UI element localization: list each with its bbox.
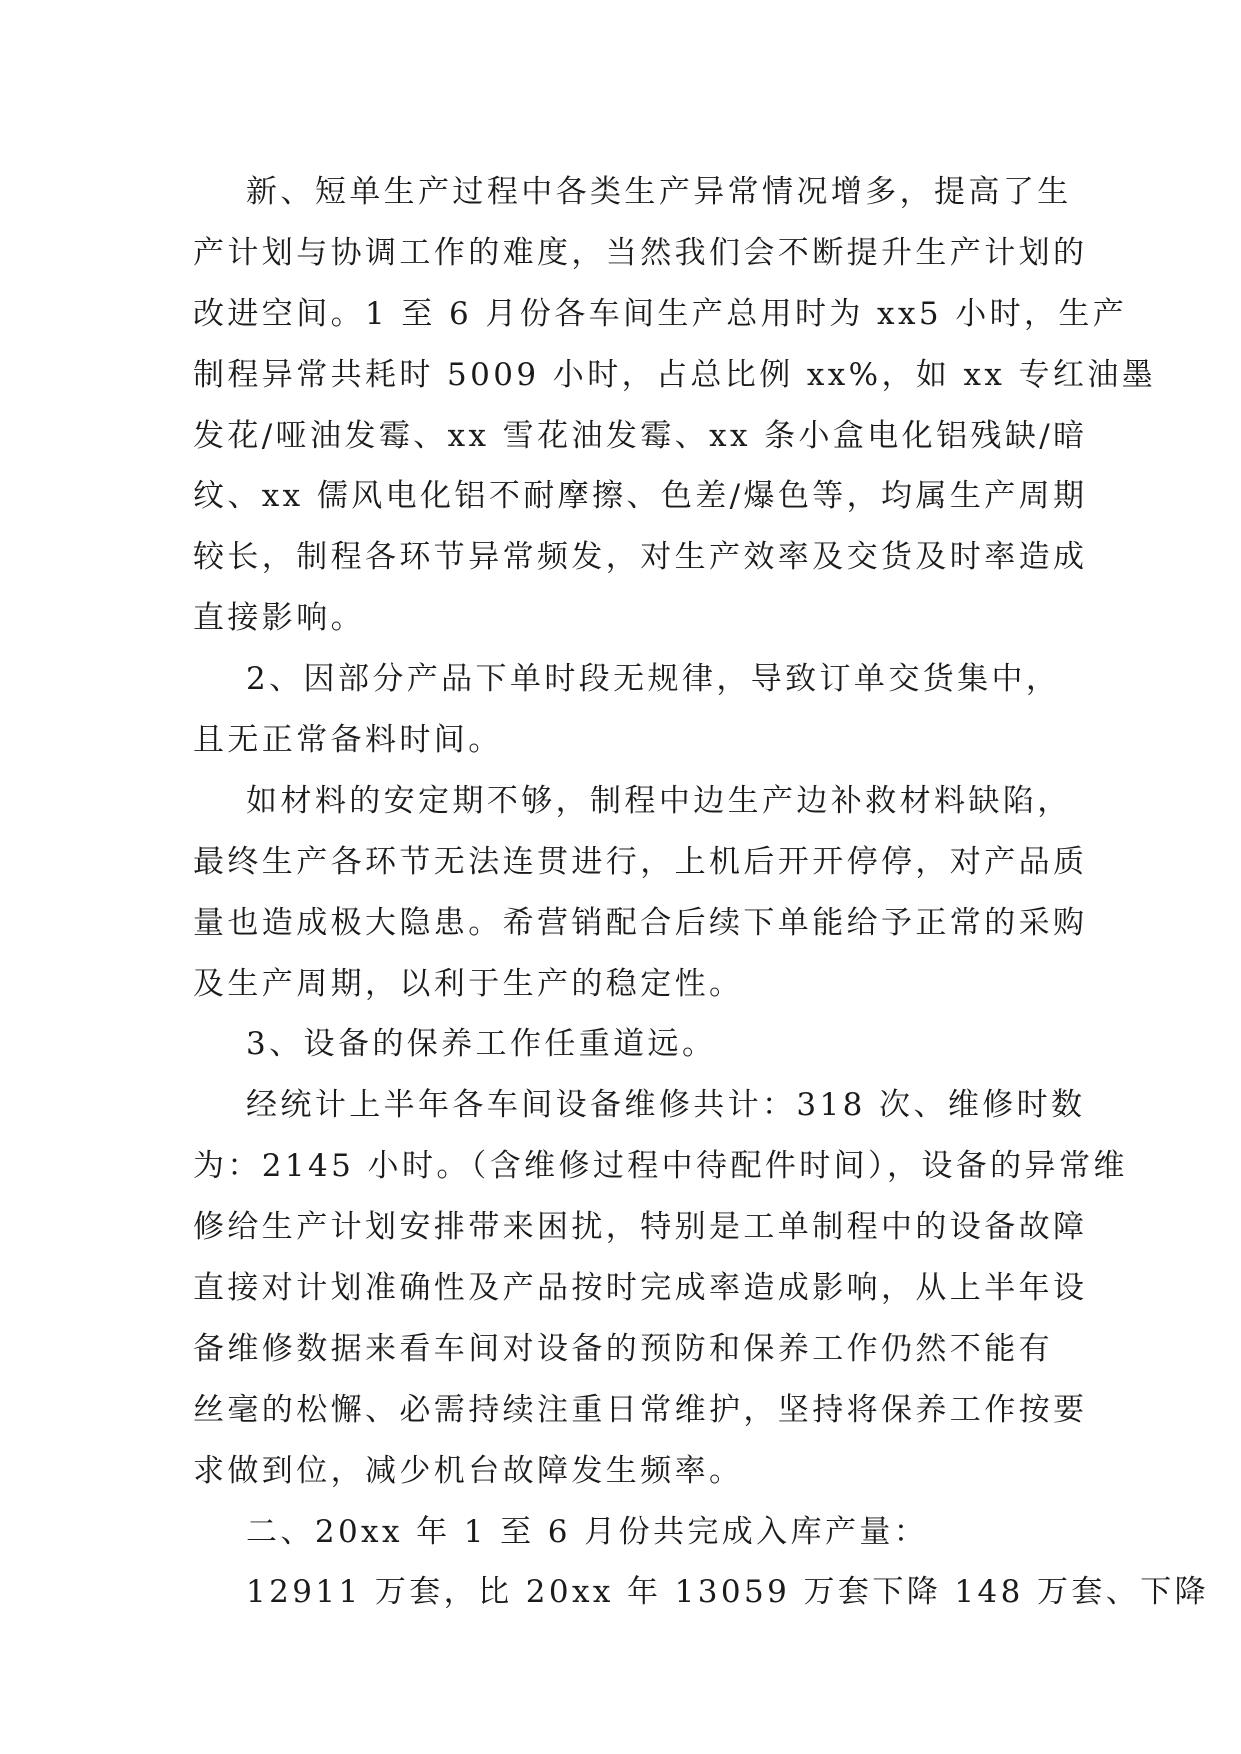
- text-line: 二、20xx 年 1 至 6 月份共完成入库产量：: [193, 1513, 929, 1550]
- text-line: 纹、xx 儒风电化铝不耐摩擦、色差/爆色等，均属生产周期: [193, 478, 1088, 515]
- text-line: 且无正常备料时间。: [193, 722, 503, 759]
- text-line: 改进空间。1 至 6 月份各车间生产总用时为 xx5 小时，生产: [193, 295, 1128, 332]
- text-line: 为：2145 小时。（含维修过程中待配件时间），设备的异常维: [193, 1148, 1128, 1185]
- text-line: 经统计上半年各车间设备维修共计：318 次、维修时数: [193, 1087, 1086, 1124]
- text-line: 求做到位，减少机台故障发生频率。: [193, 1452, 744, 1489]
- text-line: 直接影响。: [193, 600, 365, 637]
- text-line: 12911 万套，比 20xx 年 13059 万套下降 148 万套、下降: [193, 1574, 1210, 1611]
- text-line: 制程异常共耗时 5009 小时，占总比例 xx%，如 xx 专红油墨: [193, 356, 1157, 393]
- text-line: 最终生产各环节无法连贯进行，上机后开开停停，对产品质: [193, 843, 1088, 880]
- text-line: 2、因部分产品下单时段无规律，导致订单交货集中，: [193, 661, 1061, 698]
- text-line: 发花/哑油发霉、xx 雪花油发霉、xx 条小盒电化铝残缺/暗: [193, 417, 1088, 454]
- document-body: [193, 162, 1210, 1623]
- text-line: 产计划与协调工作的难度，当然我们会不断提升生产计划的: [193, 234, 1088, 271]
- text-line: 新、短单生产过程中各类生产异常情况增多，提高了生: [193, 174, 1072, 210]
- text-line: 如材料的安定期不够，制程中边生产边补救材料缺陷，: [193, 782, 1072, 819]
- text-line: 3、设备的保养工作任重道远。: [193, 1026, 717, 1063]
- text-line: 修给生产计划安排带来困扰，特别是工单制程中的设备故障: [193, 1209, 1088, 1246]
- text-line: 备维修数据来看车间对设备的预防和保养工作仍然不能有: [193, 1330, 1053, 1367]
- text-line: 量也造成极大隐患。希营销配合后续下单能给予正常的采购: [193, 904, 1088, 941]
- text-line: 丝毫的松懈、必需持续注重日常维护，坚持将保养工作按要: [193, 1391, 1088, 1428]
- text-line: 较长，制程各环节异常频发，对生产效率及交货及时率造成: [193, 539, 1088, 576]
- text-line: 直接对计划准确性及产品按时完成率造成影响，从上半年设: [193, 1270, 1088, 1307]
- text-line: 及生产周期，以利于生产的稳定性。: [193, 965, 744, 1002]
